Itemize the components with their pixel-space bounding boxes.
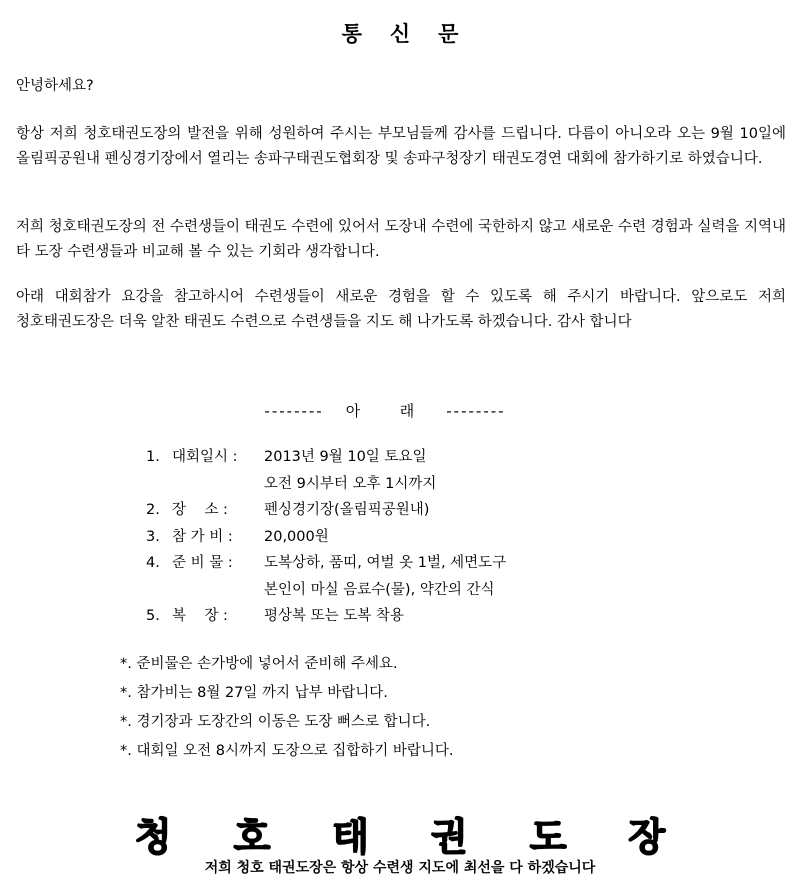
item-label: 참 가 비 : <box>172 528 238 545</box>
list-item <box>146 497 506 524</box>
note-item: *. 참가비는 8월 27일 까지 납부 바랍니다. <box>120 685 388 701</box>
dojang-slogan: 저희 청호 태권도장은 항상 수련생 지도에 최선을 다 하겠습니다 <box>204 860 596 876</box>
note-item: *. 대회일 오전 8시까지 도장으로 집합하기 바랍니다. <box>120 743 454 759</box>
section-heading <box>0 400 770 421</box>
notes-list <box>120 650 454 766</box>
list-item-continuation <box>146 577 506 604</box>
dojang-brand-name: 청호태권도장 <box>134 815 728 859</box>
list-item <box>146 550 506 577</box>
heading-dashes-left: -------- <box>264 402 324 420</box>
paragraph-1: 항상 저희 청호태권도장의 발전을 위해 성원하여 주시는 부모님들께 감사를 드립니다. 다름이 아니오라 오는 9월 10일에 올림픽공원내 펜싱경기장에서 열리는 송파구태권도협회장 및 송파구청장기 태권도경연 대회에 참가하기로 하였습니다. <box>16 126 786 167</box>
list-item <box>146 603 506 630</box>
list-item <box>146 524 506 551</box>
list-item-continuation <box>146 471 506 498</box>
item-value: 오전 9시부터 오후 1시까지 <box>264 475 437 492</box>
item-label: 대회일시 : <box>172 449 243 465</box>
heading-dashes-right: -------- <box>446 402 506 420</box>
document-title: 통신문 <box>341 22 487 46</box>
paragraph-3: 아래 대회참가 요강을 참고하시어 수련생들이 새로운 경험을 할 수 있도록 해 주시기 바랍니다. 앞으로도 저희 청호태권도장은 더욱 알찬 태권도 수련으로 수련생들을 지도 해 나가도록 하겠습니다. 감사 합니다 <box>16 289 786 330</box>
note-item: *. 준비물은 손가방에 넣어서 준비해 주세요. <box>120 656 398 672</box>
list-item <box>146 444 506 471</box>
item-number: 4. <box>146 555 160 571</box>
item-number: 3. <box>146 528 160 545</box>
greeting: 안녕하세요? <box>16 78 94 94</box>
item-number: 5. <box>146 608 160 624</box>
item-number: 2. <box>146 502 160 518</box>
heading-label: 아 래 <box>345 402 425 420</box>
details-list <box>146 444 506 630</box>
item-number: 1. <box>146 449 160 465</box>
item-value: 20,000원 <box>264 528 329 545</box>
note-item: *. 경기장과 도장간의 이동은 도장 뻐스로 합니다. <box>120 714 431 730</box>
item-value: 본인이 마실 음료수(물), 약간의 간식 <box>264 581 495 598</box>
item-label: 복 장 : <box>172 608 233 624</box>
item-label: 준 비 물 : <box>172 555 238 571</box>
item-value: 2013년 9월 10일 토요일 <box>264 449 427 465</box>
item-value: 평상복 또는 도복 착용 <box>264 608 404 624</box>
item-value: 도복상하, 품띠, 여벌 옷 1벌, 세면도구 <box>264 555 507 571</box>
item-label: 장 소 : <box>172 502 233 518</box>
item-value: 펜싱경기장(올림픽공원내) <box>264 502 430 518</box>
paragraph-2: 저희 청호태권도장의 전 수련생들이 태권도 수련에 있어서 도장내 수련에 국한하지 않고 새로운 수련 경험과 실력을 지역내 타 도장 수련생들과 비교해 볼 수 있는 기회라 생각합니다. <box>16 219 786 260</box>
